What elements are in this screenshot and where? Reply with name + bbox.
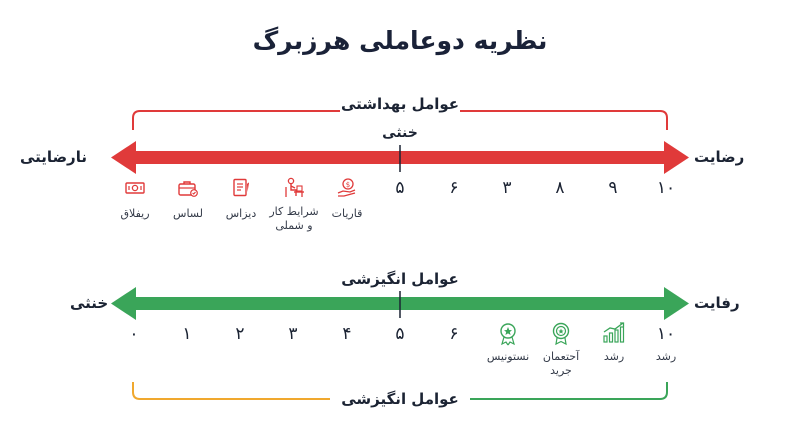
item-caption: دیزاس xyxy=(225,207,257,220)
svg-text:$: $ xyxy=(345,181,351,189)
item-caption: رشد xyxy=(655,350,677,363)
item-caption: آحتعمان جرید xyxy=(542,350,580,377)
item-caption: رشد xyxy=(603,350,625,363)
motivators-label-top: عوامل انگیزشی xyxy=(341,270,459,288)
scale-number: ۸ xyxy=(555,178,565,198)
neutral-label: خنثی xyxy=(382,125,418,141)
neutral-label-bottom: خنثی xyxy=(70,294,109,312)
page-title: نظریه دوعاملی هرزبرگ xyxy=(252,26,548,55)
item-caption: ریفلاق xyxy=(120,207,150,220)
scale-number: ۳ xyxy=(502,178,512,198)
hygiene-factors-label: عوامل بهداشتی xyxy=(340,95,460,113)
scale-number: ۱۰ xyxy=(656,324,676,344)
hand-coin-icon xyxy=(312,177,382,203)
satisfaction-label-bottom: رفایت xyxy=(694,294,740,312)
growth-chart-icon xyxy=(579,322,649,348)
dissatisfaction-label: نارضایتی xyxy=(20,148,87,166)
item-caption: قاریات xyxy=(331,207,363,220)
scale-number: ۶ xyxy=(449,178,459,198)
scale-number: ۹ xyxy=(608,178,618,198)
item-caption: شرایط کار و شملی xyxy=(269,205,319,232)
scale-number: ۵ xyxy=(395,178,405,198)
scale-number: ۶ xyxy=(449,324,459,344)
satisfaction-label: رضایت xyxy=(694,148,745,166)
scale-number: ۱۰ xyxy=(656,178,676,198)
motivators-bracket-label: عوامل انگیزشی xyxy=(341,390,459,408)
scale-number: ۵ xyxy=(395,324,405,344)
scale-number: ۲ xyxy=(235,324,245,344)
item-caption: لساس xyxy=(173,207,203,220)
scale-number: ۴ xyxy=(342,324,352,344)
scale-number: ۰ xyxy=(129,324,139,344)
item-caption: نستونیس xyxy=(486,350,530,363)
scale-number: ۳ xyxy=(288,324,298,344)
scale-number: ۱ xyxy=(182,324,192,344)
